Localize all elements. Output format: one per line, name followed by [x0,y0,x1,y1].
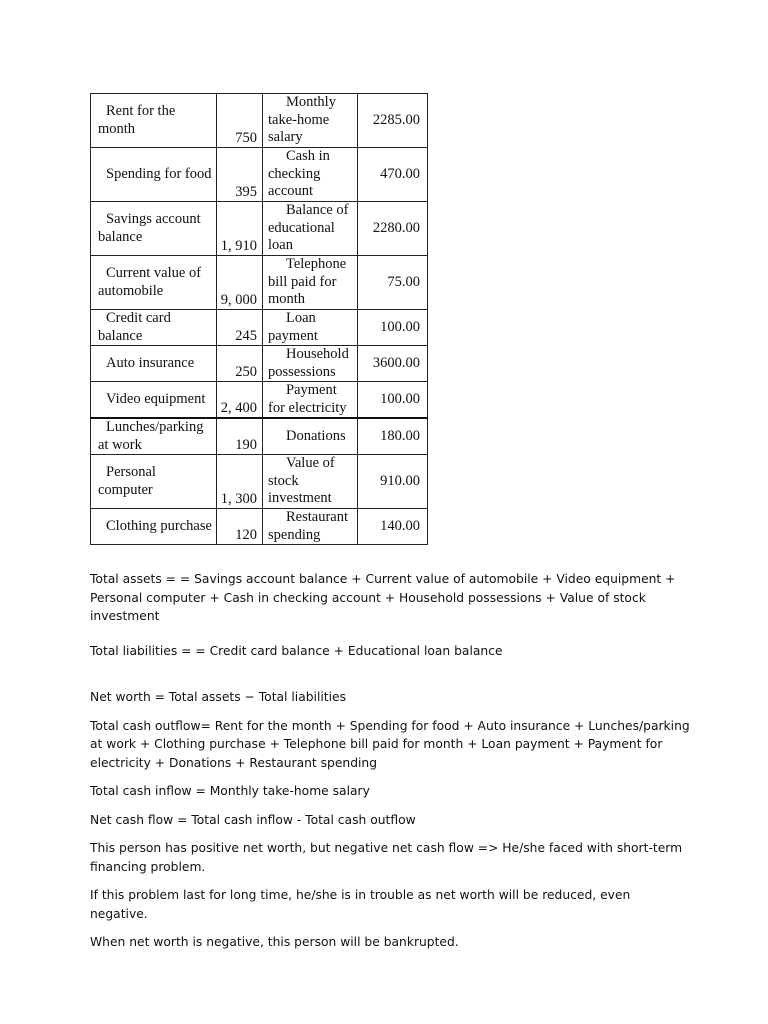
item-label: Household possessions [263,346,358,382]
item-label: Video equipment [91,382,217,419]
item-label: Auto insurance [91,346,217,382]
item-value: 140.00 [358,509,428,545]
item-label: Clothing purchase [91,509,217,545]
item-value: 75.00 [358,256,428,310]
item-value: 2, 400 [217,382,263,419]
item-label: Donations [263,418,358,455]
item-value: 245 [217,310,263,346]
notes-section [90,570,690,952]
item-label: Loan payment [263,310,358,346]
total-cash-inflow-definition: Total cash inflow = Monthly take-home salary [90,784,370,798]
item-value: 1, 910 [217,202,263,256]
item-label: Rent for the month [91,94,217,148]
total-liabilities-definition: Total liabilities = = Credit card balance + Educational loan balance [90,643,503,658]
item-label: Personal computer [91,455,217,509]
table-row [91,202,428,256]
item-label: Restaurant spending [263,509,358,545]
item-value: 1, 300 [217,455,263,509]
item-label: Spending for food [91,148,217,202]
item-value: 395 [217,148,263,202]
item-label: Credit card balance [91,310,217,346]
item-label: Lunches/parking at work [91,418,217,455]
item-label: Monthly take-home salary [263,94,358,148]
item-label: Value of stock investment [263,455,358,509]
item-value: 100.00 [358,310,428,346]
conclusion-paragraph: If this problem last for long time, he/she is in trouble as net worth will be reduced, even negative. [90,888,631,921]
item-value: 750 [217,94,263,148]
item-label: Balance of educational loan [263,202,358,256]
item-label: Cash in checking account [263,148,358,202]
item-label: Savings account balance [91,202,217,256]
financial-items-table [90,93,428,545]
item-value: 910.00 [358,455,428,509]
item-value: 180.00 [358,418,428,455]
table-row [91,310,428,346]
net-worth-definition: Net worth = Total assets − Total liabilities [90,690,347,704]
item-value: 100.00 [358,382,428,419]
item-value: 2285.00 [358,94,428,148]
item-value: 9, 000 [217,256,263,310]
table-row [91,94,428,148]
table-row [91,148,428,202]
item-label: Payment for electricity [263,382,358,419]
table-row [91,509,428,545]
item-value: 250 [217,346,263,382]
table-row [91,382,428,419]
item-value: 190 [217,418,263,455]
table-row [91,418,428,455]
conclusion-paragraph: When net worth is negative, this person will be bankrupted. [90,935,459,949]
table-row [91,455,428,509]
conclusion-paragraph: This person has positive net worth, but negative net cash flow => He/she faced with short-term financing problem. [90,841,683,874]
total-cash-outflow-definition: Total cash outflow= Rent for the month + Spending for food + Auto insurance + Lunches/parking at work + Clothing purchase + Telephone bill paid for month + Loan payment + Payment for electricity + Donations + Restaurant spending [90,718,690,770]
total-assets-definition: Total assets = = Savings account balance + Current value of automobile + Video equipment + Personal computer + Cash in checking account + Household possessions + Value of stock investment [90,572,676,623]
item-label: Current value of automobile [91,256,217,310]
net-cash-flow-definition: Net cash flow = Total cash inflow - Total cash outflow [90,812,416,827]
item-value: 470.00 [358,148,428,202]
item-value: 3600.00 [358,346,428,382]
item-value: 2280.00 [358,202,428,256]
table-row [91,256,428,310]
item-label: Telephone bill paid for month [263,256,358,310]
table-row [91,346,428,382]
item-value: 120 [217,509,263,545]
